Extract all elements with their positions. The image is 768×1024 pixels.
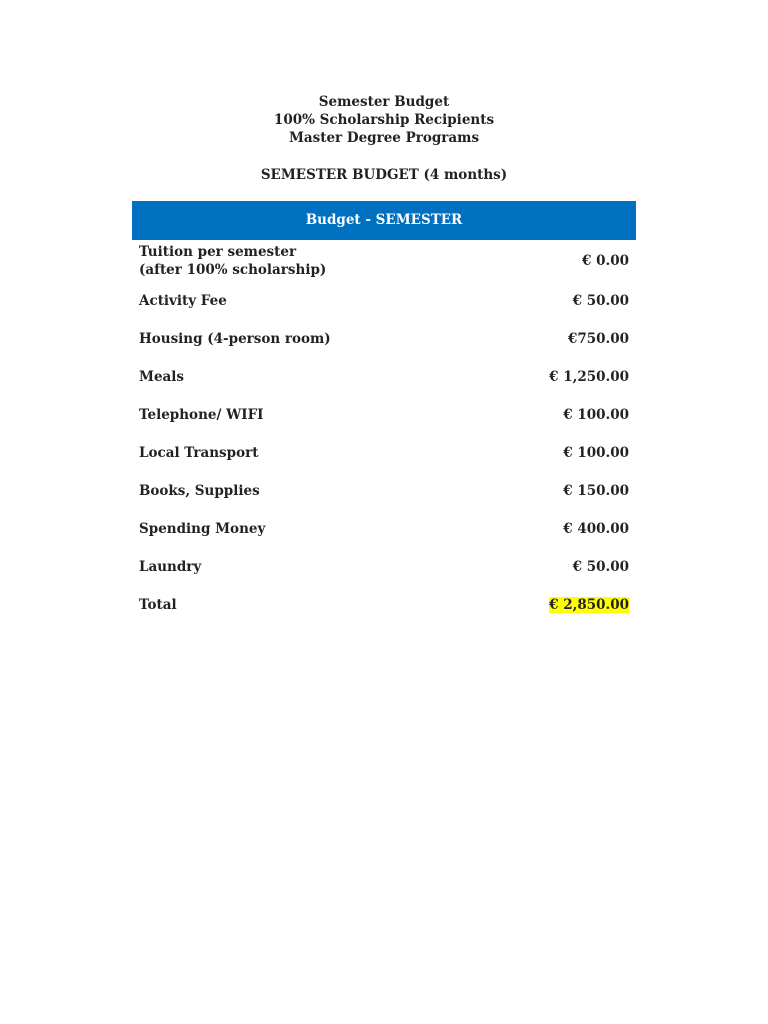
total-row: [132, 586, 636, 624]
table-row: [132, 282, 636, 320]
table-row: [132, 396, 636, 434]
row-amount: € 50.00: [572, 559, 629, 575]
row-amount: € 400.00: [563, 521, 629, 537]
table-row: [132, 434, 636, 472]
row-amount: € 0.00: [582, 253, 629, 269]
table-row: [132, 548, 636, 586]
budget-table-header: Budget - SEMESTER: [132, 201, 636, 240]
row-amount: € 50.00: [572, 293, 629, 309]
row-amount: € 1,250.00: [549, 369, 629, 385]
total-amount-highlight: € 2,850.00: [549, 597, 629, 613]
section-title: SEMESTER BUDGET (4 months): [260, 167, 508, 183]
row-amount: €750.00: [567, 331, 629, 347]
row-label: Tuition per semester (after 100% scholarship): [139, 244, 327, 278]
total-amount: [549, 596, 629, 614]
table-row: [132, 358, 636, 396]
row-label: Activity Fee: [139, 293, 227, 309]
row-label: Local Transport: [139, 445, 259, 461]
table-row: [132, 240, 636, 282]
document-header: [0, 93, 768, 147]
row-amount: € 150.00: [563, 483, 629, 499]
row-label: Spending Money: [139, 521, 266, 537]
row-label: Housing (4-person room): [139, 331, 331, 347]
table-row: [132, 510, 636, 548]
document-audience: 100% Scholarship Recipients: [273, 112, 495, 128]
document-program: Master Degree Programs: [288, 130, 480, 146]
total-label: Total: [139, 597, 177, 613]
document-title: Semester Budget: [318, 94, 450, 110]
row-amount: € 100.00: [563, 407, 629, 423]
row-label: Meals: [139, 369, 185, 385]
table-row: [132, 320, 636, 358]
table-row: [132, 472, 636, 510]
row-label: Telephone/ WIFI: [139, 407, 264, 423]
row-label: Books, Supplies: [139, 483, 260, 499]
row-amount: € 100.00: [563, 445, 629, 461]
row-label: Laundry: [139, 559, 202, 575]
budget-table: [132, 201, 636, 624]
